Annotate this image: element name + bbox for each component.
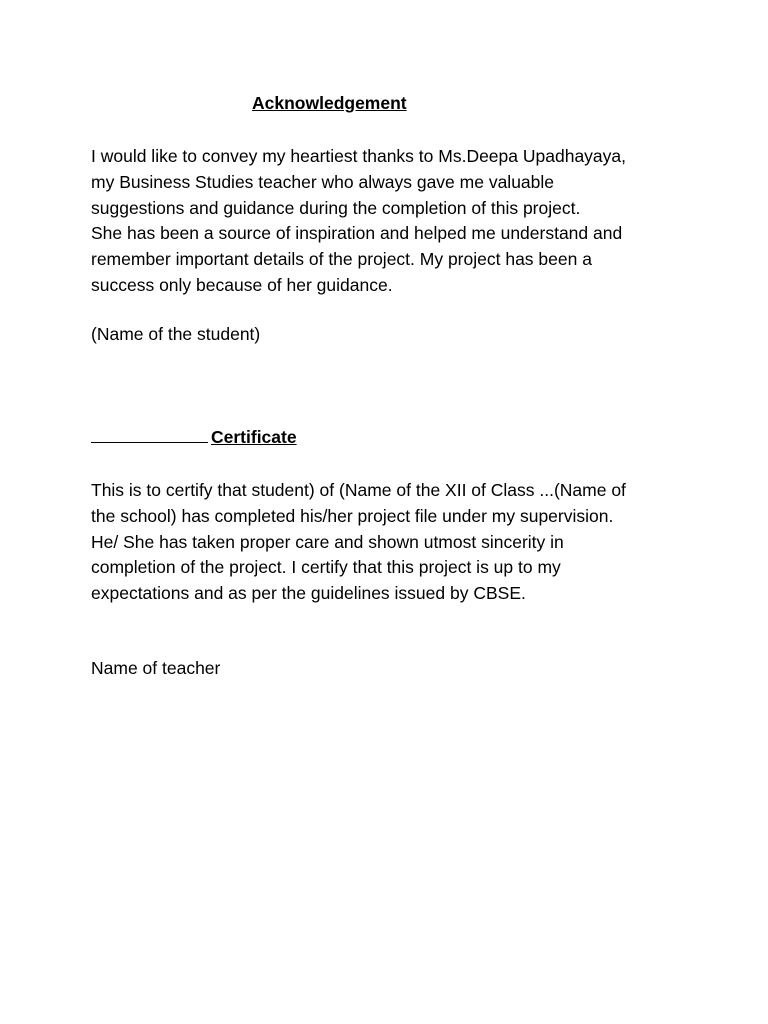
acknowledgement-line: success only because of her guidance. — [91, 274, 393, 295]
acknowledgement-line: remember important details of the project. My project has been a — [91, 249, 592, 270]
certificate-heading: Certificate — [211, 427, 297, 447]
acknowledgement-line: my Business Studies teacher who always gave me valuable — [91, 171, 555, 192]
acknowledgement-line: I would like to convey my heartiest thanks to Ms.Deepa Upadhayaya, — [91, 146, 626, 166]
heading-underline-rule — [91, 442, 208, 443]
acknowledgement-heading: Acknowledgement — [252, 93, 407, 113]
certificate-line: completion of the project. I certify that this project is up to my — [91, 557, 561, 578]
teacher-name-placeholder: Name of teacher — [91, 658, 221, 678]
certificate-line: the school) has completed his/her project file under my supervision. — [91, 505, 614, 526]
certificate-paragraph — [91, 478, 691, 607]
certificate-heading-row — [91, 427, 297, 448]
acknowledgement-line: She has been a source of inspiration and helped me understand and — [91, 223, 623, 244]
certificate-line: expectations and as per the guidelines issued by CBSE. — [91, 583, 526, 604]
certificate-line: He/ She has taken proper care and shown utmost sincerity in — [91, 531, 564, 552]
certificate-line: This is to certify that student) of (Name of the XII of Class ...(Name of — [91, 480, 626, 500]
acknowledgement-paragraph — [91, 144, 691, 299]
student-name-placeholder: (Name of the student) — [91, 324, 261, 344]
acknowledgement-line: suggestions and guidance during the completion of this project. — [91, 197, 581, 218]
